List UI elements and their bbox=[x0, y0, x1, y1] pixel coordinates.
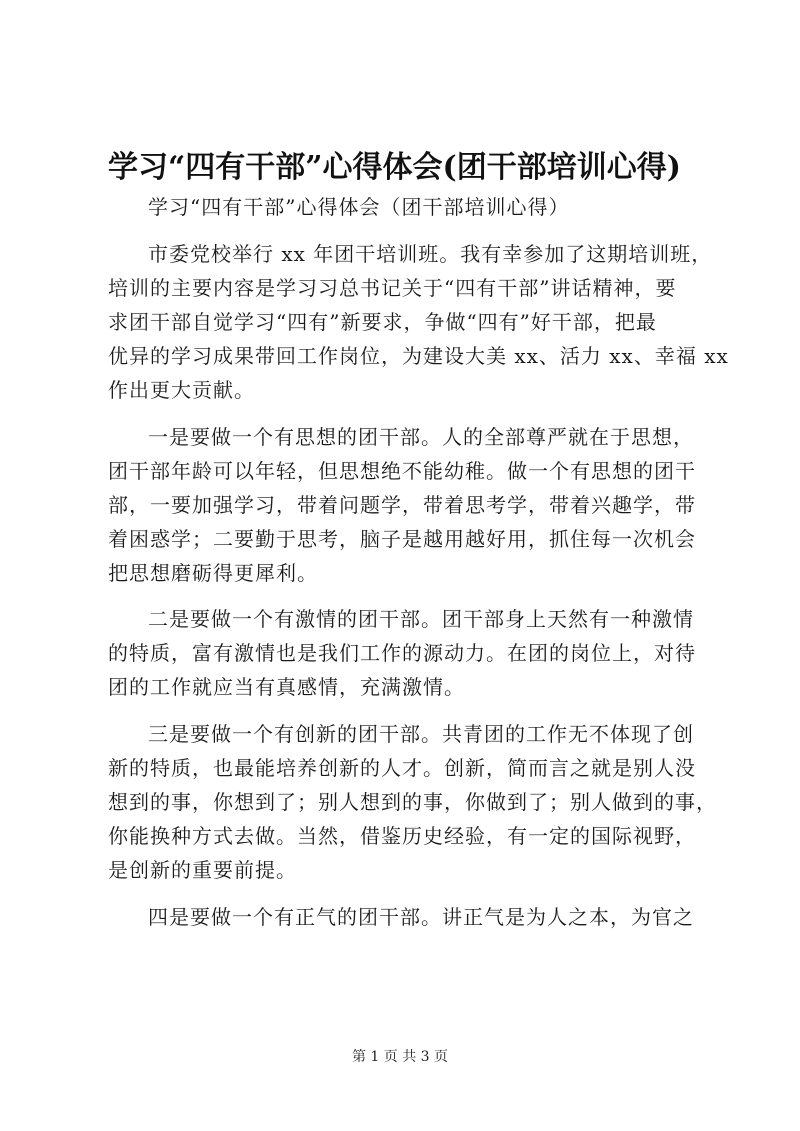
paragraph-line: 是创新的重要前提。 bbox=[108, 858, 297, 882]
page-footer: 第 1 页 共 3 页 bbox=[351, 1049, 449, 1065]
paragraph-line: 一是要做一个有思想的团干部。人的全部尊严就在于思想， bbox=[148, 425, 694, 449]
paragraph-line: 二是要做一个有激情的团干部。团干部身上天然有一种激情 bbox=[148, 607, 694, 631]
paragraph-line: 你能换种方式去做。当然，借鉴历史经验，有一定的国际视野， bbox=[108, 824, 696, 848]
paragraph-line: 想到的事，你想到了；别人想到的事，你做到了；别人做到的事， bbox=[108, 790, 717, 814]
paragraph-line: 三是要做一个有创新的团干部。共青团的工作无不体现了创 bbox=[148, 722, 694, 746]
paragraph-line: 培训的主要内容是学习习总书记关于“四有干部”讲话精神，要 bbox=[108, 276, 677, 300]
document-title: 学习“四有干部”心得体会(团干部培训心得) bbox=[108, 150, 681, 185]
paragraph-line: 着困惑学；二要勤于思考，脑子是越用越好用，抓住每一次机会 bbox=[108, 527, 696, 551]
paragraph-line: 四是要做一个有正气的团干部。讲正气是为人之本，为官之 bbox=[148, 905, 694, 929]
paragraph-line: 把思想磨砺得更犀利。 bbox=[108, 561, 318, 585]
paragraph-line: 团干部年龄可以年轻，但思想绝不能幼稚。做一个有思想的团干 bbox=[108, 459, 696, 483]
paragraph-line: 优异的学习成果带回工作岗位，为建设大美 xx、活力 xx、幸福 xx bbox=[108, 344, 729, 368]
paragraph-line: 团的工作就应当有真感情，充满激情。 bbox=[108, 675, 465, 699]
paragraph-line: 求团干部自觉学习“四有”新要求，争做“四有”好干部，把最 bbox=[108, 310, 657, 334]
paragraph-line: 市委党校举行 xx 年团干培训班。我有幸参加了这期培训班， bbox=[148, 242, 713, 266]
paragraph-line: 部，一要加强学习，带着问题学，带着思考学，带着兴趣学，带 bbox=[108, 493, 696, 517]
paragraph-line: 新的特质，也最能培养创新的人才。创新，简而言之就是别人没 bbox=[108, 756, 696, 780]
paragraph-line: 作出更大贡献。 bbox=[108, 378, 255, 402]
paragraph-line: 的特质，富有激情也是我们工作的源动力。在团的岗位上，对待 bbox=[108, 641, 696, 665]
subtitle-line: 学习“四有干部”心得体会（团干部培训心得） bbox=[148, 195, 570, 219]
